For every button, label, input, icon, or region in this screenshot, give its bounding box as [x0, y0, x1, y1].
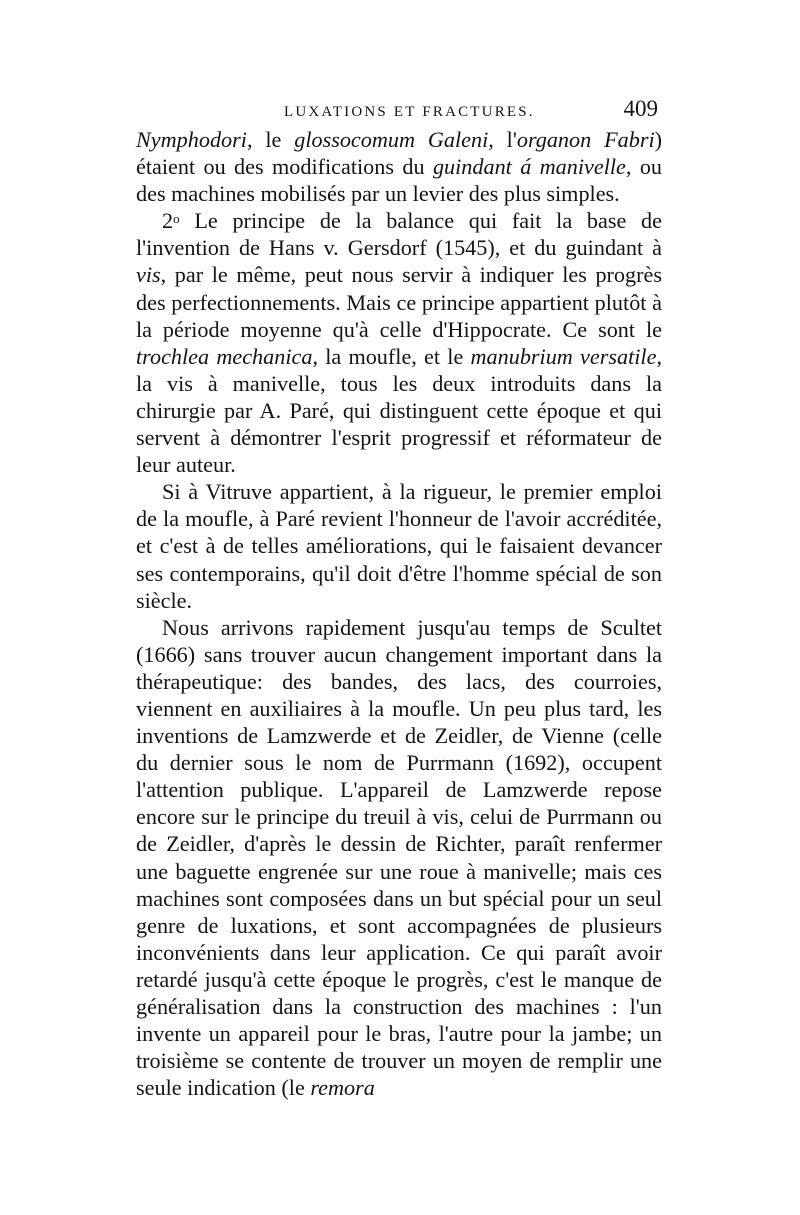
text-run: , la vis à manivelle, tous les deux introduits dans la chirurgie par A. Paré, qui distinguent cette époque et qui servent à démontrer l'esprit progressif et réformateur de leur auteur. — [136, 343, 662, 478]
superscript: o — [173, 211, 180, 227]
text-run: Si à Vitruve appartient, à la rigueur, le premier emploi de la moufle, à Paré revient l'honneur de l'avoir accréditée, et c'est à de telles améliorations, qui le faisaient devancer ses contemporains, qu'il doit d'être l'homme spécial de son siècle. — [136, 479, 662, 613]
paragraph — [136, 207, 662, 478]
text-run: Nous arrivons rapidement jusqu'au temps de Scultet (1666) sans trouver aucun changement important dans la thérapeutique: des bandes, des lacs, des courroies, viennent en auxiliaires à la moufle. Un peu plus tard, les inventions de Lamzwerde et de Zeidler, de Vienne (celle du dernier sous le nom de Purrmann (1692), occupent l'attention publique. L'appareil de Lamzwerde repose encore sur le principe du treuil à vis, celui de Purrmann ou de Zeidler, d'après le dessin de Richter, paraît renfermer une baguette engrenée sur une roue à manivelle; mais ces machines sont composées dans un but spécial pour un seul genre de luxations, et sont accompagnées de plusieurs inconvénients dans leur application. Ce qui paraît avoir retardé jusqu'à cette époque le progrès, c'est le manque de généralisation dans la construction des machines : l'un invente un appareil pour le bras, l'autre pour la jambe; un troisième se contente de trouver un moyen de remplir une seule indication (le — [136, 614, 662, 1101]
text-run: Le principe de la balance qui fait la base de l'invention de Hans v. Gersdorf (1545), et du guindant à — [136, 208, 662, 261]
italic-text: trochlea mechanica — [136, 343, 313, 369]
text-run: , la moufle, et le — [312, 343, 471, 369]
italic-text: glossocomum Galeni — [294, 127, 489, 152]
text-run: , ou des machines mobilisés par un levier des plus simples. — [136, 154, 663, 207]
italic-text: Nymphodori — [136, 127, 247, 152]
running-header — [136, 94, 662, 124]
text-run: , le — [246, 127, 295, 152]
text-run: , l' — [488, 127, 517, 152]
italic-text: manubrium versatile — [470, 343, 657, 369]
body-text — [136, 126, 662, 1101]
italic-text: organon Fabri — [516, 127, 655, 152]
text-run: ) étaient ou des modifications du — [136, 127, 663, 180]
page-number: 409 — [623, 96, 658, 121]
paragraph — [136, 478, 662, 613]
paragraph — [136, 614, 662, 1102]
text-run: 2 — [162, 208, 174, 234]
text-run: , par le même, peut nous servir à indiquer les progrès des perfectionnements. Mais ce principe appartient plutôt à la période moyenne qu'à celle d'Hippocrate. Ce sont le — [136, 262, 662, 342]
italic-text: remora — [310, 1075, 375, 1101]
running-title: LUXATIONS ET FRACTURES. — [284, 104, 535, 120]
paragraph — [136, 126, 662, 207]
italic-text: vis — [136, 262, 161, 288]
italic-text: guindant á manivelle — [432, 154, 626, 180]
